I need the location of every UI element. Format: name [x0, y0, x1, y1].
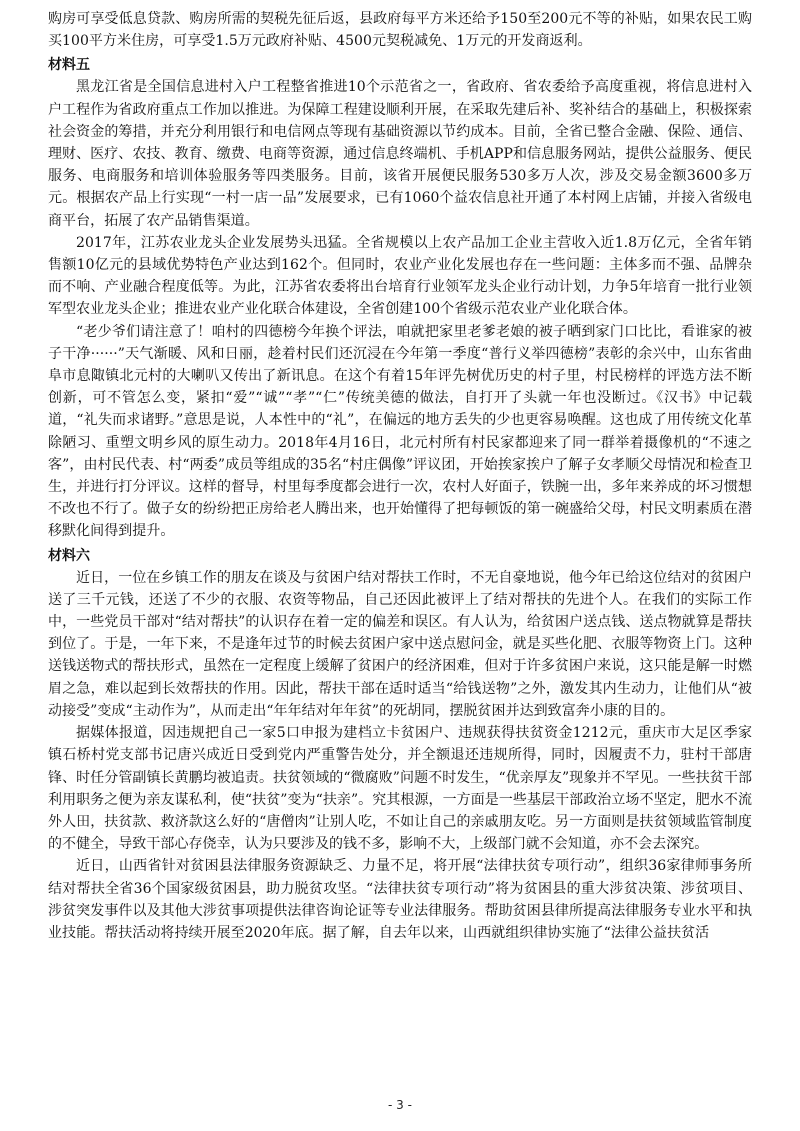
- opening-paragraph: 购房可享受低息贷款、购房所需的契税先征后返，县政府每平方米还给予150至200元不等的补贴，如果农民工购买100平方米住房，可享受1.5万元政府补贴、4500元契税减免、1万元的开发商返利。: [48, 11, 752, 50]
- material-6-paragraph: 近日，一位在乡镇工作的朋友在谈及与贫困户结对帮扶工作时，不无自豪地说，他今年已给这位结对的贫困户送了三千元钱，还送了不少的衣服、农资等物品，自己还因此被评上了结对帮扶的先进个人。在我们的实际工作中，一些党员干部对“结对帮扶”的认识存在着一定的偏差和误区。有人认为，给贫困户送点钱、送点物就算是帮扶到位了。于是，一年下来，不是逢年过节的时候去贫困户家中送点慰问金，就是买些化肥、衣服等物资上门。这种送钱送物式的帮扶形式，虽然在一定程度上缓解了贫困户的经济困难，但对于许多贫困户来说，这只能是解一时燃眉之急，难以起到长效帮扶的作用。因此，帮扶干部在适时适当“给钱送物”之外，激发其内生动力，让他们从“被动接受”变成“主动作为”，从而走出“年年结对年年贫”的死胡同，摆脱贫困并达到致富奔小康的目的。: [48, 569, 752, 719]
- material-5-paragraph: “老少爷们请注意了！咱村的四德榜今年换个评法，咱就把家里老爹老娘的被子晒到家门口比比，看谁家的被子干净······”天气渐暖、风和日丽，趁着村民们还沉浸在今年第一季度“普行义举四德榜”表彰的余兴中，山东省曲阜市息陬镇北元村的大喇叭又传出了新讯息。在这个有着15年评先树优历史的村子里，村民榜样的评选方法不断创新，可不管怎么变，紧扣“爱”“诚”“孝”“仁”传统美德的做法，自打开了头就一年也没断过。《汉书》中记载道，“礼失而求诸野。”意思是说，人本性中的“礼”，在偏远的地方丢失的少也更容易唤醒。这也成了用传统文化革除陋习、重塑文明乡风的原生动力。2018年4月16日，北元村所有村民家都迎来了同一群举着摄像机的“不速之客”，由村民代表、村“两委”成员等组成的35名“村庄偶像”评议团，开始挨家挨户了解子女孝顺父母情况和检查卫生，并进行打分评议。这样的督导，村里每季度都会进行一次，农村人好面子，铁腕一出，多年来养成的坏习惯想不改也不行了。做子女的纷纷把正房给老人腾出来，也开始懂得了把每顿饭的第一碗盛给父母，村民文明素质在潜移默化间得到提升。: [48, 323, 752, 540]
- material-6-paragraph: 据媒体报道，因违规把自己一家5口申报为建档立卡贫困户、违规获得扶贫资金1212元，重庆市大足区季家镇石桥村党支部书记唐兴成近日受到党内严重警告处分，并全额退还违规所得，同时，因履责不力，驻村干部唐锋、时任分管副镇长黄鹏均被追责。扶贫领域的“微腐败”问题不时发生，“优亲厚友”现象并不罕见。一些扶贫干部利用职务之便为亲友谋私利，使“扶贫”变为“扶亲”。究其根源，一方面是一些基层干部政治立场不坚定，肥水不流外人田，扶贫款、救济款这么好的“唐僧肉”让别人吃，不如让自己的亲戚朋友吃。另一方面则是扶贫领域监管制度的不健全，导致干部心存侥幸，认为只要涉及的钱不多，影响不大，上级部门就不会知道，亦不会去深究。: [48, 725, 752, 853]
- material-6-heading: 材料六: [48, 547, 90, 564]
- material-5-paragraph: 黑龙江省是全国信息进村入户工程整省推进10个示范省之一，省政府、省农委给予高度重视，将信息进村入户工程作为省政府重点工作加以推进。为保障工程建设顺利开展，在采取先建后补、奖补结合的基础上，积极探索社会资金的筹措，并充分利用银行和电信网点等现有基础资源以节约成本。目前，全省已整合金融、保险、通信、理财、医疗、农技、教育、缴费、电商等资源，通过信息终端机、手机APP和信息服务网站，提供公益服务、便民服务、电商服务和培训体验服务等四类服务。目前，该省开展便民服务530多万人次，涉及交易金额3600多万元。根据农产品上行实现“一村一店一品”发展要求，已有1060个益农信息社开通了本村网上店铺，并接入省级电商平台，拓展了农产品销售渠道。: [48, 79, 752, 229]
- page-number: - 3 -: [388, 1098, 412, 1112]
- material-5-paragraph: 2017年，江苏农业龙头企业发展势头迅猛。全省规模以上农产品加工企业主营收入近1.8万亿元，全省年销售额10亿元的县域优势特色产业达到162个。但同时，农业产业化发展也存在一些问题：主体多而不强、品牌杂而不响、产业融合程度低等。为此，江苏省农委将出台培育行业领军龙头企业行动计划，力争5年培育一批行业领军型农业龙头企业；推进农业产业化联合体建设，全省创建100个省级示范农业产业化联合体。: [48, 234, 752, 318]
- material-6-paragraph: 近日，山西省针对贫困县法律服务资源缺乏、力量不足，将开展“法律扶贫专项行动”，组织36家律师事务所结对帮扶全省36个国家级贫困县，助力脱贫攻坚。“法律扶贫专项行动”将为贫困县的重大涉贫决策、涉贫项目、涉贫突发事件以及其他大涉贫事项提供法律咨询论证等专业法律服务。帮助贫困县律所提高法律服务专业水平和执业技能。帮扶活动将持续开展至2020年底。据了解，自去年以来，山西就组织律协实施了“法律公益扶贫活: [48, 858, 752, 941]
- material-5-heading: 材料五: [48, 57, 90, 74]
